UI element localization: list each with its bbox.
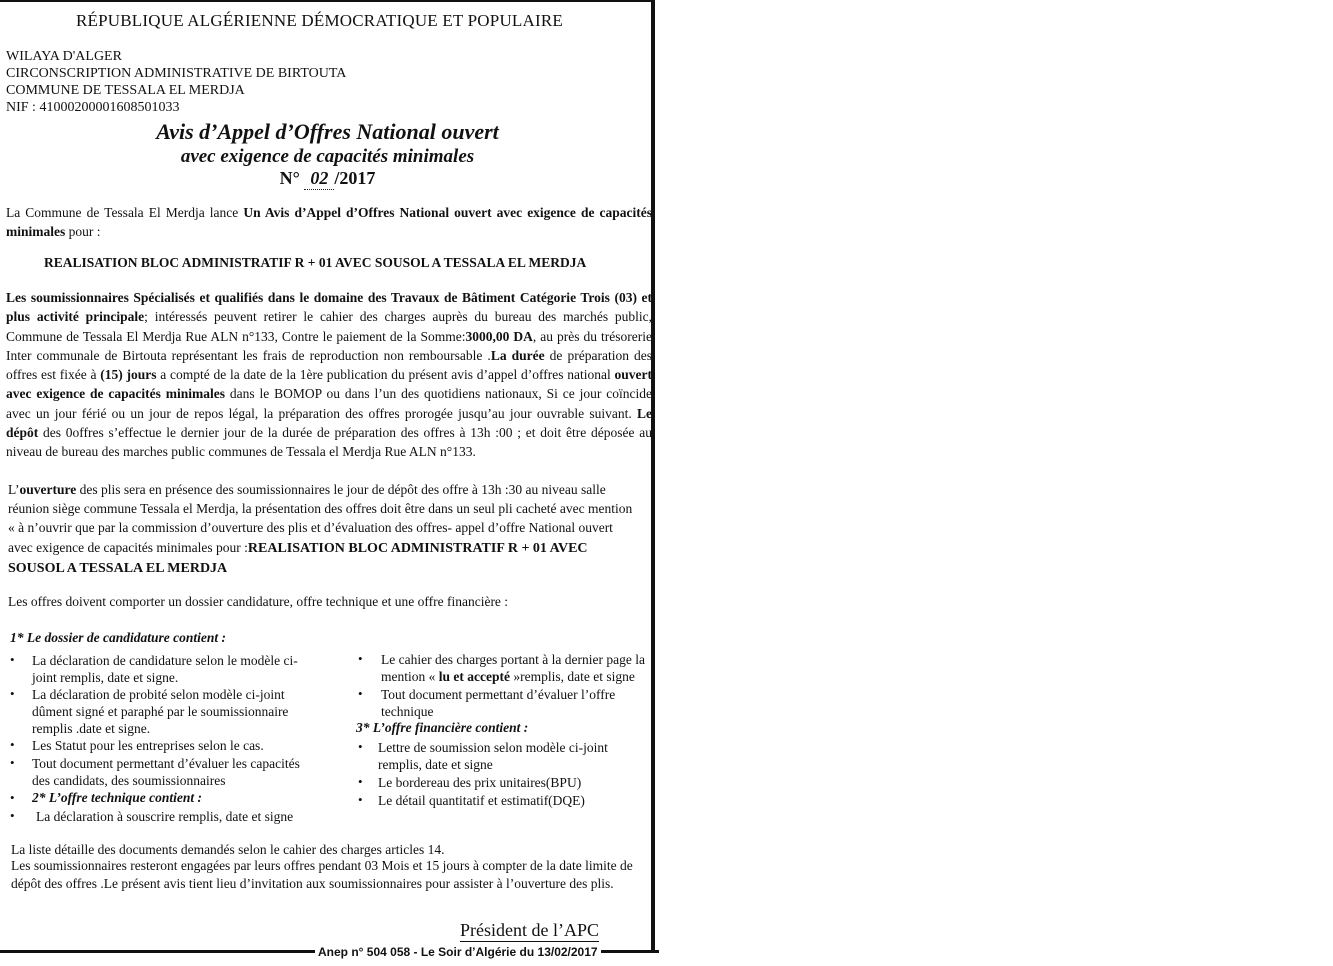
s3-item-2: Le bordereau des prix unitaires(BPU) [378,775,582,790]
commune-line: COMMUNE DE TESSALA EL MERDJA [6,83,245,98]
closing-line-1: La liste détaille des documents demandés selon le cahier des charges articles 14. [11,842,445,857]
number-prefix: N° [279,168,300,188]
circonscription-line: CIRCONSCRIPTION ADMINISTRATIVE DE BIRTOUTA [6,66,347,81]
opening-prefix: L’ [8,482,20,497]
mention-suffix: »remplis, date et signe [509,669,635,684]
intro-paragraph [6,203,652,242]
s1-item-2-line-2: dûment signé et paraphé par le soumissionnaire [32,704,289,719]
publication-text: a compté de la date de la 1ère publication du présent avis d’appel d’offres national [156,367,615,383]
section-3-heading: 3* L’offre financière contient : [356,720,529,735]
intro-bold: Un Avis d’Appel d’Offres National ouvert avec exigence de capacités minimales [6,205,653,240]
bullet-icon: • [10,686,15,701]
s1-item-4-line-2: des candidats, des soumissionnaires [32,773,226,788]
s3-item-1-line-2: remplis, date et signe [378,757,493,772]
s3-item-1-line-1: Lettre de soumission selon modèle ci-joint [378,740,608,755]
closing-line-2: Les soumissionnaires resteront engagées par leurs offres pendant 03 Mois et 15 jours à compter de la date limite de [11,858,633,873]
bullet-icon: • [10,808,15,823]
withdraw-text: ; intéressés peuvent retirer le cahier des charges auprès du bureau des marchés public, Commune de Tessala El Merdja Rue ALN n°133, Contre le paiement de la Somme: [6,309,653,344]
bullet-icon: • [358,792,363,807]
mention-bold: lu et accepté [438,669,510,684]
nif-line: NIF : 41000200001608501033 [6,100,180,115]
number-value: 02 [304,168,334,190]
bullet-icon: • [358,739,363,754]
s1-item-4-line-1: Tout document permettant d’évaluer les capacités [32,756,300,771]
bullet-icon: • [10,790,15,805]
signature-title: Président de l’APC [460,920,599,940]
capacity-text: ouvert avec exigence de capacités minimales [6,367,652,402]
qualification-text: Les soumissionnaires Spécialisés et qualifiés dans le domaine des Travaux de Bâtiment Catégorie Trois (03) et plus activité principale [6,290,652,325]
opening-line-2: réunion siège commune Tessala el Merdja, la présentation des offres doit être dans un seul pli cacheté avec mention [8,501,633,516]
s2-col2-item-1-line-1: Le cahier des charges portant à la dernier page la [381,652,645,667]
duration-days: (15) jours [100,367,157,383]
opening-line-4 [8,539,588,557]
section-1-heading: 1* Le dossier de candidature contient : [10,630,226,645]
fee-amount: 3000,00 DA [465,328,533,344]
offers-intro: Les offres doivent comporter un dossier candidature, offre technique et une offre financière : [8,594,509,609]
duration-label: La durée [490,347,545,363]
holiday-text: dans le BOMOP ou dans l’un des quotidiens nationaux, Si ce jour coïncide avec un jour férié ou un jour de repos légal, la préparation des offres prorogée jusqu’au jour ouvrable suivant. [6,386,652,421]
s1-item-1-line-2: joint remplis, date et signe. [32,670,179,685]
opening-line-1 [8,481,606,498]
s2-col2-item-2-line-1: Tout document permettant d’évaluer l’offre [381,687,616,702]
number-year: /2017 [334,168,376,188]
s1-item-3-line-1: Les Statut pour les entreprises selon le cas. [32,738,264,753]
notice-subtitle: avec exigence de capacités minimales [180,146,475,167]
bullet-icon: • [10,652,15,667]
duration-text: de préparation des offres est fixée à [6,347,652,383]
wilaya-line: WILAYA D'ALGER [6,49,122,64]
bullet-icon: • [10,737,15,752]
opening-mention-text: avec exigence de capacités minimales pour : [8,540,248,555]
bullet-icon: • [358,651,363,666]
s2-col2-item-1-line-2 [381,668,635,685]
s1-item-2-line-3: remplis .date et signe. [32,721,151,736]
bullet-icon: • [10,755,15,770]
opening-line-5: SOUSOL A TESSALA EL MERDJA [8,561,228,576]
s2-item-1: La déclaration à souscrire remplis, date et signe [36,809,294,824]
intro-text: La Commune de Tessala El Merdja lance [6,205,244,220]
treasury-text: , au près du trésorerie Inter communale de Birtouta représentant les frais de reproduction non remboursable . [6,328,652,363]
s3-item-3: Le détail quantitatif et estimatif(DQE) [378,793,585,808]
opening-line-3: « à n’ouvrir que par la commission d’ouverture des plis et d’évaluation des offres- appel d’offre National ouvert [8,520,613,535]
opening-label: ouverture [19,482,77,497]
notice-sheet [0,0,655,950]
intro-end: pour : [65,224,101,240]
opening-text: des plis sera en présence des soumissionnaires le jour de dépôt des offre à 13h :30 au niveau salle [76,482,606,497]
bullet-icon: • [358,774,363,789]
notice-title: Avis d’Appel d’Offres National ouvert [156,119,499,144]
deposit-label: Le dépôt [6,405,652,441]
s1-item-2-line-1: La déclaration de probité selon modèle ci-joint [32,687,285,702]
s1-item-1-line-1: La déclaration de candidature selon le modèle ci- [32,653,298,668]
mention-prefix: mention « [381,669,439,684]
publication-footer: Anep n° 504 058 - Le Soir d’Algérie du 13/02/2017 [315,945,601,959]
notice-number [0,168,655,190]
bullet-icon: • [358,686,363,701]
republic-header: RÉPUBLIQUE ALGÉRIENNE DÉMOCRATIQUE ET POPULAIRE [76,11,563,30]
s2-col2-item-2-line-2: technique [381,704,434,719]
opening-subject-bold: REALISATION BLOC ADMINISTRATIF R + 01 AVEC [247,541,588,556]
main-paragraph [6,288,652,462]
section-2-heading: 2* L’offre technique contient : [32,790,202,805]
closing-line-3: dépôt des offres .Le présent avis tient lieu d’invitation aux soumissionnaires pour assister à l’ouverture des plis. [11,876,614,891]
project-subject: REALISATION BLOC ADMINISTRATIF R + 01 AVEC SOUSOL A TESSALA EL MERDJA [44,255,587,270]
deposit-text: des 0offres s’effectue le dernier jour de la durée de préparation des offres à 13h :00 ; et doit être déposée au niveau de bureau des marches public communes de Tessala el Merdja Rue ALN n°133. [6,425,652,460]
